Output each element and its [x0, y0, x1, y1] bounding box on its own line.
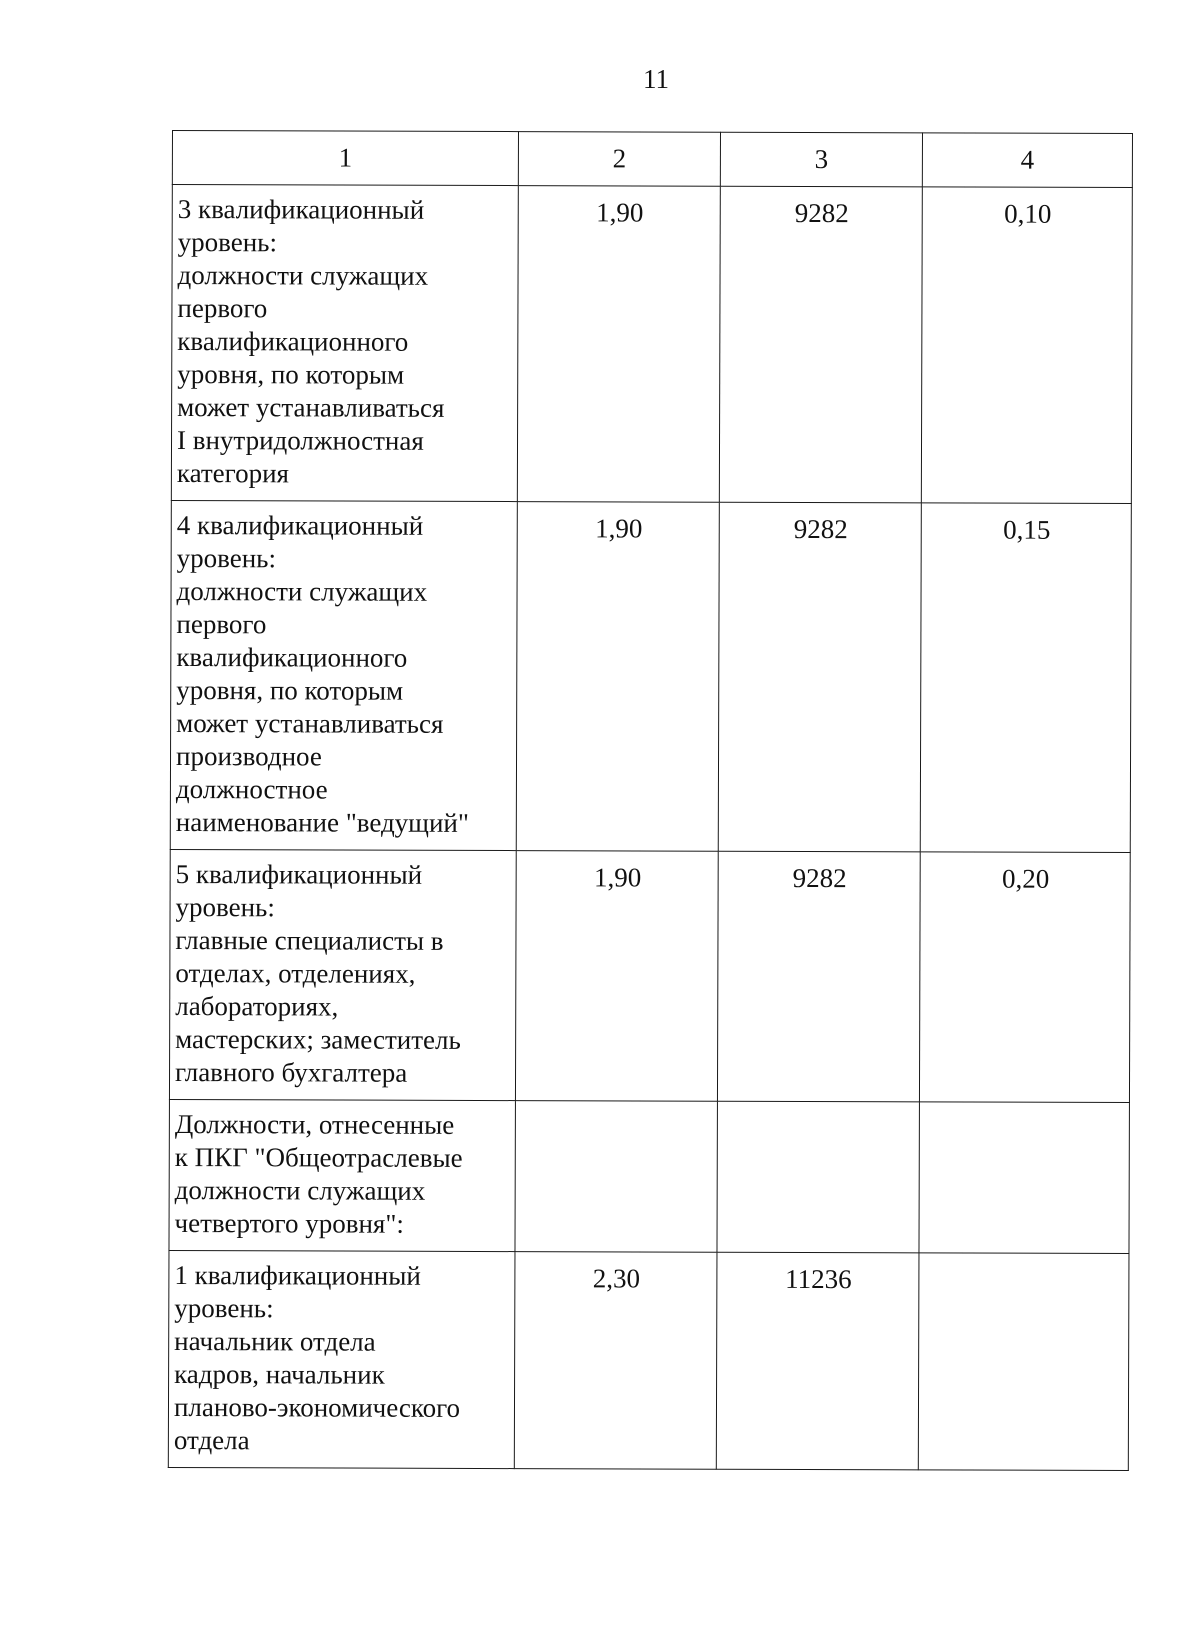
table-header-row — [172, 131, 1132, 188]
coefficient-cell: 1,90 — [515, 851, 718, 1102]
text-line: 5 квалификационный — [175, 859, 423, 890]
text-line: отдела — [173, 1425, 250, 1456]
text-line: должности служащих — [177, 260, 429, 291]
header-cell-2: 2 — [518, 132, 720, 187]
text-line: уровень: — [174, 1293, 274, 1324]
text-line: к ПКГ "Общеотраслевые — [174, 1142, 463, 1173]
increase-coefficient-cell: 0,15 — [920, 503, 1131, 853]
text-line: должности служащих — [174, 1175, 426, 1206]
table-row — [169, 849, 1130, 1102]
table-row — [170, 500, 1131, 852]
text-line: планово-экономического — [173, 1392, 461, 1423]
text-line: квалификационного — [176, 642, 408, 673]
coefficient-cell: 1,90 — [517, 186, 720, 503]
table-row — [169, 1099, 1129, 1253]
text-line: мастерских; заместитель — [175, 1024, 461, 1055]
increase-coefficient-cell — [919, 1102, 1129, 1254]
text-line: главного бухгалтера — [174, 1057, 408, 1088]
text-line: может устанавливаться — [176, 708, 444, 739]
position-name-cell — [168, 1250, 515, 1468]
position-name-cell — [169, 849, 516, 1100]
increase-coefficient-cell — [918, 1253, 1129, 1471]
coefficient-cell: 1,90 — [516, 502, 719, 852]
position-name-cell — [170, 500, 517, 850]
text-line: уровень: — [177, 227, 278, 258]
text-line: лабораториях, — [175, 991, 339, 1022]
text-line: первого — [176, 609, 267, 640]
text-line: I внутридолжностная — [176, 425, 424, 456]
salary-cell — [717, 1101, 919, 1253]
text-line: категория — [176, 458, 290, 489]
text-line: может устанавливаться — [177, 392, 445, 423]
header-cell-1: 1 — [172, 131, 518, 186]
text-line: Должности, отнесенные — [174, 1109, 455, 1140]
table-row — [171, 185, 1132, 504]
text-line: уровень: — [176, 543, 277, 574]
table-row — [168, 1250, 1129, 1470]
text-line: должности служащих — [176, 576, 428, 607]
salary-cell: 9282 — [719, 186, 922, 503]
salary-cell: 9282 — [718, 502, 921, 852]
text-line: отделах, отделениях, — [175, 958, 416, 989]
increase-coefficient-cell: 0,20 — [919, 852, 1130, 1103]
text-line: начальник отдела — [174, 1326, 376, 1357]
text-line: должностное — [175, 774, 328, 805]
text-line: квалификационного — [177, 326, 409, 357]
salary-cell: 9282 — [717, 851, 920, 1102]
text-line: первого — [177, 293, 268, 324]
text-line: 1 квалификационный — [174, 1260, 421, 1291]
increase-coefficient-cell: 0,10 — [921, 187, 1132, 504]
text-line: производное — [175, 741, 322, 772]
position-name-cell — [171, 185, 518, 502]
page-number: 11 — [643, 64, 669, 94]
text-line: кадров, начальник — [174, 1359, 385, 1390]
text-line: уровня, по которым — [177, 359, 405, 390]
position-group-cell — [169, 1099, 515, 1251]
text-line: наименование "ведущий" — [175, 807, 469, 838]
text-line: 3 квалификационный — [177, 194, 425, 225]
text-line: уровень: — [175, 892, 275, 923]
text-line: четвертого уровня": — [174, 1208, 404, 1239]
text-line: уровня, по которым — [176, 675, 404, 706]
coefficient-cell — [515, 1101, 717, 1253]
salary-cell: 11236 — [716, 1252, 919, 1470]
header-cell-3: 3 — [720, 132, 922, 187]
salary-table — [168, 130, 1133, 1471]
text-line: главные специалисты в — [175, 925, 444, 956]
text-line: 4 квалификационный — [176, 510, 424, 541]
coefficient-cell: 2,30 — [514, 1252, 717, 1470]
header-cell-4: 4 — [922, 133, 1132, 188]
